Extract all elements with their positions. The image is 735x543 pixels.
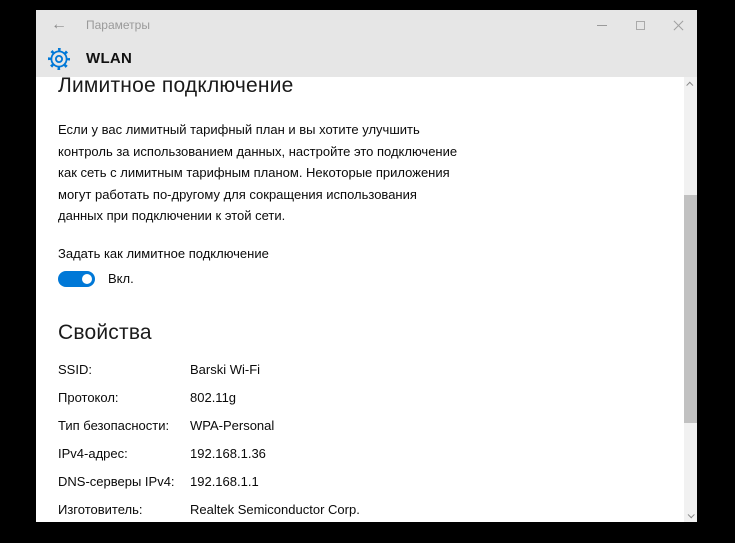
page-title: WLAN [86, 50, 133, 67]
metered-connection-description: Если у вас лимитный тарифный план и вы хотите улучшить контроль за использованием данных, настройте это подключение как сеть с лимитным тарифным планом. Некоторые приложения могут работать по-другому для сокращения использования данных при подключении к этой сети. [58, 122, 458, 223]
metered-toggle-row [58, 271, 674, 287]
metered-connection-heading: Лимитное подключение [58, 77, 294, 97]
properties-heading: Свойства [58, 320, 152, 344]
property-row-ssid [58, 362, 674, 390]
back-button[interactable] [42, 10, 76, 40]
metered-toggle-label: Задать как лимитное подключение [58, 245, 269, 261]
properties-list [58, 362, 674, 523]
close-button[interactable] [659, 10, 697, 40]
close-icon [673, 20, 684, 31]
settings-content [36, 77, 684, 522]
vertical-scrollbar[interactable] [684, 77, 697, 522]
settings-window [36, 10, 697, 522]
property-row-ipv4 [58, 446, 674, 474]
titlebar [36, 10, 697, 40]
scrollbar-thumb[interactable] [684, 195, 697, 423]
property-label: Изготовитель: [58, 501, 143, 517]
property-label: DNS-серверы IPv4: [58, 473, 175, 489]
gear-icon [47, 47, 71, 71]
maximize-icon [636, 21, 645, 30]
chevron-down-icon [688, 511, 695, 518]
scroll-down-button[interactable] [684, 508, 697, 522]
chevron-up-icon [686, 81, 693, 88]
toggle-knob-icon [82, 274, 92, 284]
metered-toggle-switch[interactable] [58, 271, 95, 287]
property-value: Barski Wi-Fi [190, 361, 261, 377]
window-title: Параметры [86, 18, 150, 32]
app-header [36, 40, 697, 77]
property-label: SSID: [58, 361, 92, 377]
window-controls [583, 10, 697, 40]
property-label: Протокол: [58, 389, 119, 405]
property-value: 192.168.1.36 [190, 445, 266, 461]
property-value: 802.11g [190, 389, 237, 405]
property-label: IPv4-адрес: [58, 445, 128, 461]
property-row-protocol [58, 390, 674, 418]
property-row-dns [58, 474, 674, 502]
property-value: Realtek Semiconductor Corp. [190, 501, 360, 517]
minimize-icon [597, 25, 607, 26]
minimize-button[interactable] [583, 10, 621, 40]
toggle-state-label: Вкл. [108, 271, 134, 286]
scroll-up-button[interactable] [684, 77, 697, 91]
maximize-button[interactable] [621, 10, 659, 40]
property-row-security [58, 418, 674, 446]
back-icon: ← [51, 16, 67, 33]
property-row-manufacturer [58, 502, 674, 523]
property-value: WPA-Personal [190, 417, 275, 433]
property-value: 192.168.1.1 [190, 473, 259, 489]
property-label: Тип безопасности: [58, 417, 170, 433]
